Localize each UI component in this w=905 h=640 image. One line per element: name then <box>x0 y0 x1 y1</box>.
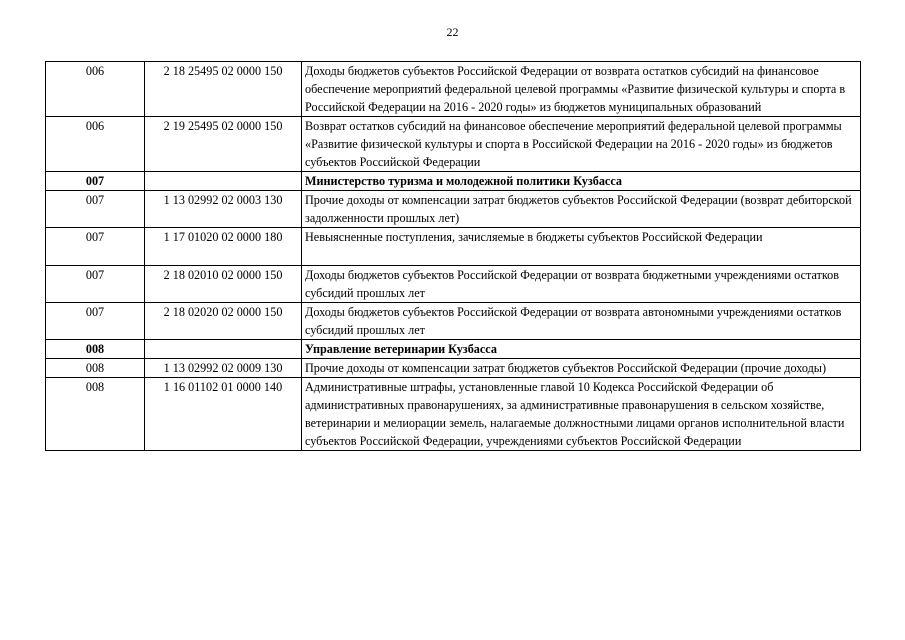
admin-code-cell: 007 <box>46 172 145 191</box>
revenue-code-cell: 2 18 02020 02 0000 150 <box>145 303 302 340</box>
revenue-description-cell: Административные штрафы, установленные главой 10 Кодекса Российской Федерации об административных правонарушениях, за административные правонарушения в сельском хозяйстве, ветеринарии и мелиорации земель, налагаемые должностными лицами органов исполнительной власти субъектов Российской Федерации, учреждениями субъектов Российской Федерации <box>302 378 861 451</box>
section-header-row <box>46 340 861 359</box>
table-row <box>46 191 861 228</box>
admin-code-cell: 007 <box>46 191 145 228</box>
revenue-description-cell: Невыясненные поступления, зачисляемые в бюджеты субъектов Российской Федерации <box>302 228 861 266</box>
revenue-code-cell: 1 13 02992 02 0009 130 <box>145 359 302 378</box>
section-title-cell: Министерство туризма и молодежной политики Кузбасса <box>302 172 861 191</box>
revenue-code-cell <box>145 172 302 191</box>
section-title-cell: Управление ветеринарии Кузбасса <box>302 340 861 359</box>
section-header-row <box>46 172 861 191</box>
table-row <box>46 359 861 378</box>
admin-code-cell: 007 <box>46 228 145 266</box>
admin-code-cell: 007 <box>46 303 145 340</box>
table-row <box>46 228 861 266</box>
revenue-code-cell <box>145 340 302 359</box>
revenue-description-cell: Прочие доходы от компенсации затрат бюджетов субъектов Российской Федерации (прочие доходы) <box>302 359 861 378</box>
table-row <box>46 266 861 303</box>
table-row <box>46 303 861 340</box>
revenue-description-cell: Доходы бюджетов субъектов Российской Федерации от возврата бюджетными учреждениями остатков субсидий прошлых лет <box>302 266 861 303</box>
revenue-description-cell: Прочие доходы от компенсации затрат бюджетов субъектов Российской Федерации (возврат дебиторской задолженности прошлых лет) <box>302 191 861 228</box>
revenue-description-cell: Доходы бюджетов субъектов Российской Федерации от возврата автономными учреждениями остатков субсидий прошлых лет <box>302 303 861 340</box>
table-row <box>46 62 861 117</box>
revenue-code-cell: 1 16 01102 01 0000 140 <box>145 378 302 451</box>
table-row <box>46 117 861 172</box>
revenue-code-cell: 1 17 01020 02 0000 180 <box>145 228 302 266</box>
revenue-code-cell: 1 13 02992 02 0003 130 <box>145 191 302 228</box>
admin-code-cell: 008 <box>46 340 145 359</box>
admin-code-cell: 008 <box>46 378 145 451</box>
revenue-description-cell: Доходы бюджетов субъектов Российской Федерации от возврата остатков субсидий на финансовое обеспечение мероприятий федеральной целевой программы «Развитие физической культуры и спорта в Российской Федерации на 2016 - 2020 годы» из бюджетов муниципальных образований <box>302 62 861 117</box>
admin-code-cell: 008 <box>46 359 145 378</box>
revenue-classification-table <box>45 61 861 451</box>
revenue-code-cell: 2 18 02010 02 0000 150 <box>145 266 302 303</box>
revenue-code-cell: 2 18 25495 02 0000 150 <box>145 62 302 117</box>
revenue-description-cell: Возврат остатков субсидий на финансовое обеспечение мероприятий федеральной целевой программы «Развитие физической культуры и спорта в Российской Федерации на 2016 - 2020 годы» из бюджетов субъектов Российской Федерации <box>302 117 861 172</box>
admin-code-cell: 006 <box>46 117 145 172</box>
revenue-code-cell: 2 19 25495 02 0000 150 <box>145 117 302 172</box>
admin-code-cell: 006 <box>46 62 145 117</box>
table-row <box>46 378 861 451</box>
page-number: 22 <box>446 25 459 39</box>
admin-code-cell: 007 <box>46 266 145 303</box>
